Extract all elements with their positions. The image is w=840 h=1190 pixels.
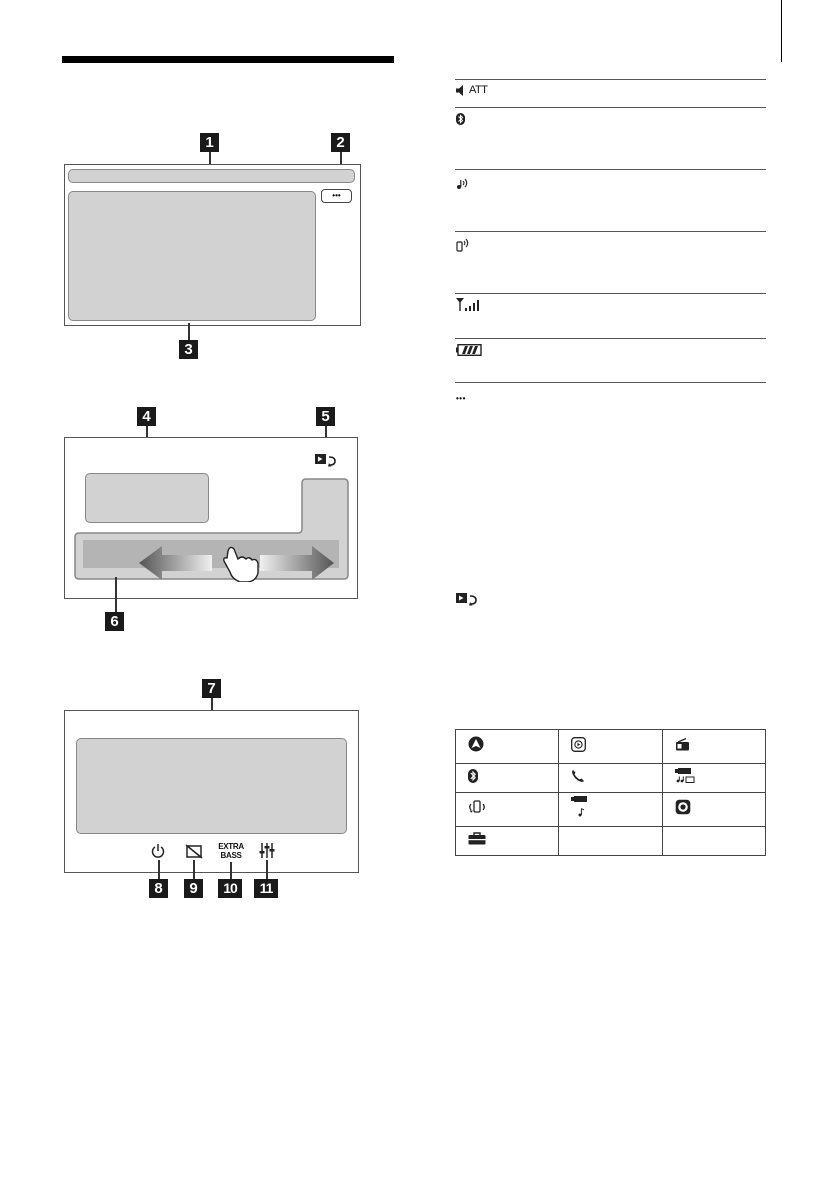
att-label: ATT <box>469 84 488 96</box>
icon-row-phone-connect <box>456 237 470 252</box>
table-cell-phone <box>559 764 662 793</box>
icon-row-bluetooth <box>456 113 465 125</box>
source-screen-diagram <box>64 437 358 599</box>
bluetooth-icon <box>456 113 465 125</box>
callout-11-leader <box>266 860 268 879</box>
callout-10-leader <box>230 862 232 879</box>
signal-strength-icon <box>456 298 480 311</box>
bluetooth-audio-stream-icon <box>456 176 470 190</box>
display-off-icon[interactable] <box>185 844 203 859</box>
table-cell-usb-video <box>662 764 765 793</box>
status-bar-area <box>68 169 355 183</box>
source-icon-table <box>455 729 766 856</box>
table-row <box>456 793 766 827</box>
callout-2: 2 <box>331 133 350 152</box>
icon-row-more <box>456 394 466 403</box>
callout-9-leader <box>193 860 195 879</box>
icon-rule-4 <box>455 293 766 294</box>
icon-row-video-back <box>456 592 480 606</box>
table-cell-empty <box>662 827 765 856</box>
icon-rule-0 <box>455 79 766 80</box>
disc-icon <box>675 799 691 815</box>
control-panel-shape <box>72 477 350 582</box>
table-cell-android-auto <box>456 730 559 764</box>
callout-8: 8 <box>149 879 168 898</box>
phone-icon <box>571 769 585 783</box>
icon-row-att <box>456 84 487 96</box>
bluetooth-phone-icon <box>456 237 470 252</box>
table-cell-empty <box>559 827 662 856</box>
table-cell-apple-carplay <box>559 730 662 764</box>
extra-bass-button[interactable] <box>216 842 246 860</box>
power-icon[interactable] <box>151 843 165 859</box>
icon-rule-1 <box>455 107 766 108</box>
video-back-icon-legend <box>456 592 480 606</box>
callout-8-leader <box>158 860 160 879</box>
apple-carplay-icon <box>571 737 586 752</box>
bluetooth-audio-icon <box>468 769 478 783</box>
speaker-icon <box>456 85 467 96</box>
callout-3-leader <box>188 323 190 340</box>
home-screen-diagram <box>64 164 361 326</box>
more-button-glyph: ••• <box>332 191 341 200</box>
callout-11: 11 <box>254 879 278 898</box>
usb-audio-icon <box>571 796 591 818</box>
callout-1: 1 <box>200 133 219 152</box>
callout-7: 7 <box>202 679 221 698</box>
extra-bass-line2: BASS <box>220 851 242 860</box>
source-info-area <box>76 738 347 834</box>
table-row <box>456 730 766 764</box>
settings-toolbox-icon <box>468 832 486 845</box>
weblink-icon <box>468 799 486 815</box>
callout-6-leader <box>115 577 117 612</box>
table-cell-tuner <box>662 730 765 764</box>
equalizer-icon[interactable] <box>259 842 275 859</box>
callout-6: 6 <box>105 612 124 631</box>
icon-rule-2 <box>455 169 766 170</box>
table-row <box>456 764 766 793</box>
more-button[interactable] <box>321 189 352 203</box>
control-screen-diagram <box>64 710 359 873</box>
table-cell-settings <box>456 827 559 856</box>
table-cell-disc <box>662 793 765 827</box>
icon-rule-5 <box>455 338 766 339</box>
video-back-icon[interactable] <box>315 453 339 467</box>
callout-9: 9 <box>184 879 203 898</box>
android-auto-icon <box>468 736 484 752</box>
table-cell-weblink <box>456 793 559 827</box>
table-row <box>456 827 766 856</box>
table-cell-bluetooth-audio <box>456 764 559 793</box>
table-cell-usb-audio <box>559 793 662 827</box>
callout-10: 10 <box>218 879 242 898</box>
icon-rule-6 <box>455 382 766 383</box>
section-title-bar <box>62 56 394 63</box>
icon-row-signal <box>456 298 480 311</box>
icon-row-battery <box>456 344 482 356</box>
icon-row-audio-stream <box>456 176 470 190</box>
icon-rule-3 <box>455 231 766 232</box>
callout-5: 5 <box>316 407 335 426</box>
extra-bass-line1: EXTRA <box>218 842 244 851</box>
main-content-area <box>68 191 316 321</box>
more-glyph: ••• <box>456 394 466 403</box>
right-margin-line <box>781 0 782 62</box>
tuner-icon <box>675 738 691 751</box>
battery-icon <box>456 344 482 356</box>
callout-3: 3 <box>179 340 198 359</box>
usb-video-icon <box>675 768 695 783</box>
callout-4: 4 <box>137 407 156 426</box>
